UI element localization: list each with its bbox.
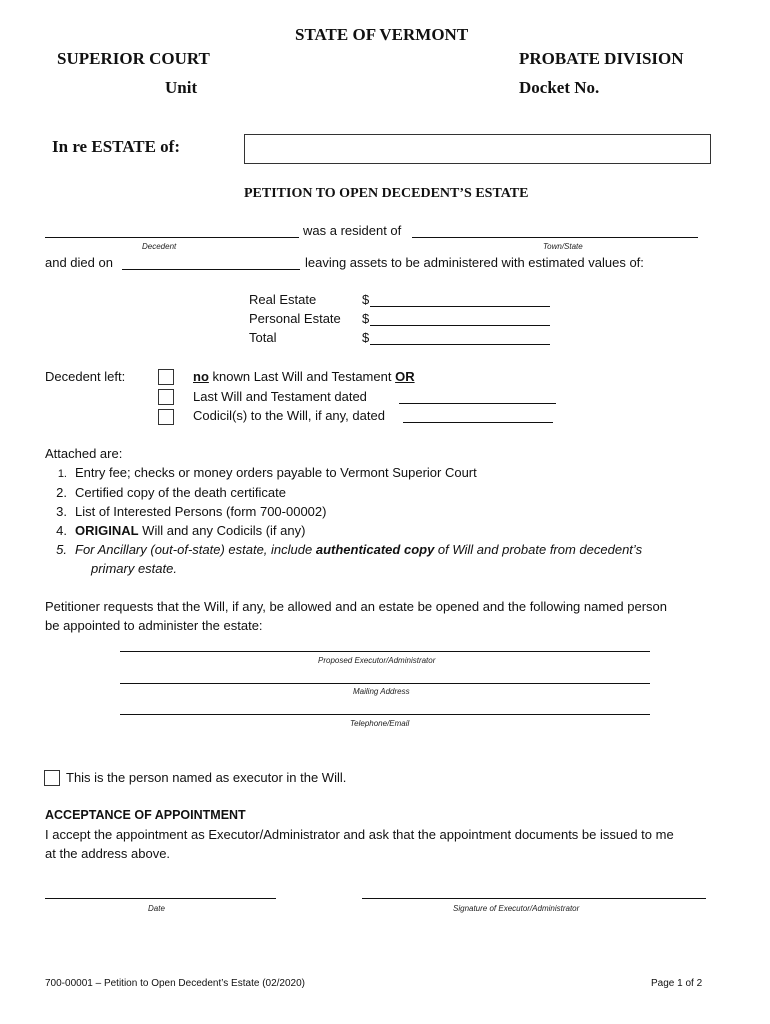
list-item-continuation: primary estate. [91,561,177,576]
list-item-text: Certified copy of the death certificate [75,485,287,500]
decedent-name-line[interactable] [45,237,299,238]
division-name: PROBATE DIVISION [519,49,684,68]
codicil-date-line[interactable] [403,422,553,423]
executor-signature-line[interactable] [362,898,706,899]
currency-symbol: $ [362,292,370,307]
list-item-text: Entry fee; checks or money orders payable to Vermont Superior Court [75,465,477,480]
list-item [45,485,286,500]
death-date-line[interactable] [122,269,300,270]
decedent-caption: Decedent [142,242,177,251]
codicil-checkbox[interactable] [158,409,174,425]
died-on-text: and died on [45,255,113,270]
acceptance-heading: ACCEPTANCE OF APPOINTMENT [45,808,246,822]
asset-label-real-estate: Real Estate [249,292,317,307]
date-signature-line[interactable] [45,898,276,899]
named-executor-text: This is the person named as executor in the Will. [66,770,347,785]
telephone-email-caption: Telephone/Email [350,719,410,728]
decedent-left-label: Decedent left: [45,369,126,384]
no-will-checkbox[interactable] [158,369,174,385]
original-word: ORIGINAL [75,523,139,538]
codicil-option: Codicil(s) to the Will, if any, dated [193,408,385,423]
date-caption: Date [148,904,165,913]
will-dated-option: Last Will and Testament dated [193,389,367,404]
town-state-line[interactable] [412,237,698,238]
real-estate-value-line[interactable] [370,306,550,307]
executor-name-line[interactable] [120,651,650,652]
no-will-text: known Last Will and Testament [208,369,396,384]
estate-label: In re ESTATE of: [52,137,180,156]
town-state-caption: Town/State [543,242,583,251]
acceptance-text-line2: at the address above. [45,846,171,861]
leaving-assets-text: leaving assets to be administered with estimated values of: [305,255,644,270]
or-word: OR [395,369,415,384]
list-item-number: 2. [56,485,67,500]
unit-label: Unit [165,78,198,97]
court-name: SUPERIOR COURT [57,49,210,68]
will-date-line[interactable] [399,403,556,404]
form-number: 700-00001 – Petition to Open Decedent’s Estate (02/2020) [45,978,305,989]
list-item-text: Will and any Codicils (if any) [138,523,306,538]
state-title: STATE OF VERMONT [295,25,469,44]
mailing-address-line[interactable] [120,683,650,684]
page-number: Page 1 of 2 [651,978,703,989]
estate-name-field[interactable] [244,134,711,164]
list-item-number: 5. [56,542,67,557]
will-dated-checkbox[interactable] [158,389,174,405]
named-executor-checkbox[interactable] [44,770,60,786]
list-item-text: List of Interested Persons (form 700-00002) [75,504,327,519]
list-item [45,504,326,519]
currency-symbol: $ [362,330,370,345]
request-text-line2: be appointed to administer the estate: [45,618,263,633]
no-word: no [193,369,209,384]
asset-label-total: Total [249,330,277,345]
signature-caption: Signature of Executor/Administrator [453,904,580,913]
total-value-line[interactable] [370,344,550,345]
acceptance-text-line1: I accept the appointment as Executor/Administrator and ask that the appointment documents be issued to me [45,827,674,842]
asset-label-personal-estate: Personal Estate [249,311,341,326]
attached-label: Attached are: [45,446,123,461]
list-item [45,465,477,480]
executor-name-caption: Proposed Executor/Administrator [318,656,436,665]
personal-estate-value-line[interactable] [370,325,550,326]
page-title: PETITION TO OPEN DECEDENT’S ESTATE [244,186,529,201]
telephone-email-line[interactable] [120,714,650,715]
list-item-number: 4. [56,523,67,538]
docket-label: Docket No. [519,78,600,97]
no-will-option [193,369,415,384]
request-text-line1: Petitioner requests that the Will, if any, be allowed and an estate be opened and the following named person [45,599,667,614]
list-item-text: of Will and probate from decedent’s [434,542,643,557]
was-resident-text: was a resident of [303,223,402,238]
authenticated-copy: authenticated copy [315,542,435,557]
mailing-address-caption: Mailing Address [353,687,410,696]
list-item [45,542,642,557]
list-item-text: For Ancillary (out-of-state) estate, include [75,542,316,557]
list-item-number: 3. [56,504,67,519]
currency-symbol: $ [362,311,370,326]
list-item-number: 1. [57,468,67,480]
list-item [45,523,305,538]
